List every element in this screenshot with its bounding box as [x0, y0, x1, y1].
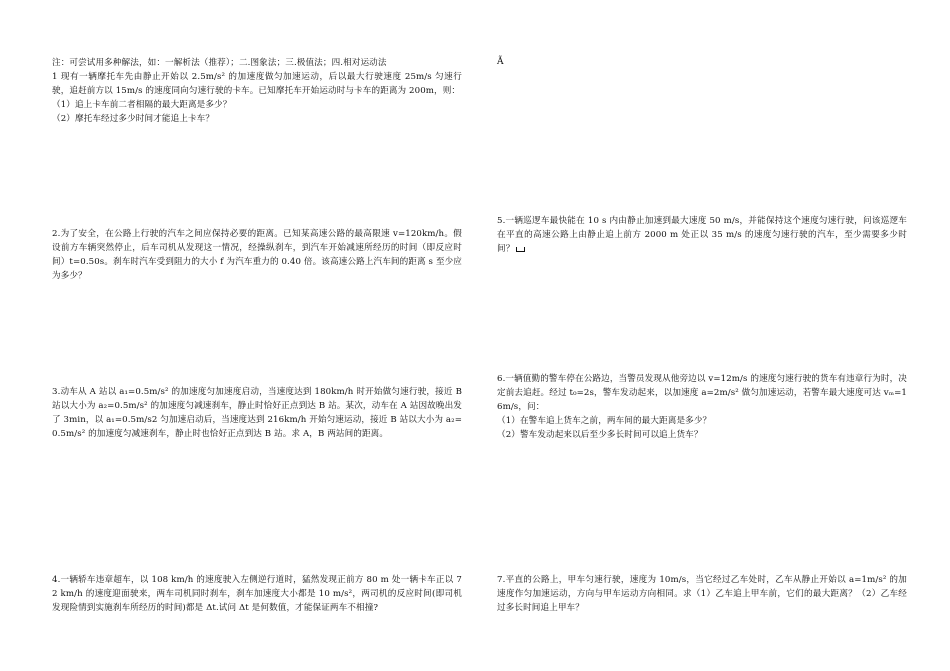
question-6-block [497, 372, 907, 442]
question-6-sub-1: （1）在警车追上货车之前，两车间的最大距离是多少？ [497, 416, 712, 426]
question-4-stem: 4.一辆轿车违章超车，以 108 km/h 的速度驶入左侧逆行道时，猛然发现正前方 80 m 处一辆卡车正以 72 km/h 的速度迎面驶来，两车司机同时刹车，刹车加速度大小都是 10 m/s²，两司机的反应时间(即司机发现险情到实施刹车所经历的时间)都是 Δt.试问 Δt 是何数值，才能保证两车不相撞? [52, 575, 462, 613]
return-mark-icon [516, 247, 525, 252]
question-5-stem: 5.一辆巡逻车最快能在 10 s 内由静止加速到最大速度 50 m/s，并能保持这个速度匀速行驶，问该巡逻车在平直的高速公路上由静止追上前方 2000 m 处正以 35 m/s 的速度匀速行驶的汽车，至少需要多少时间？ [497, 216, 907, 254]
question-1-sub-1: （1）追上卡车前二者相隔的最大距离是多少？ [52, 100, 232, 110]
question-1-sub-2: （2）摩托车经过多少时间才能追上卡车？ [52, 114, 215, 124]
question-7-block [497, 573, 907, 615]
question-4-block [52, 573, 462, 615]
question-2-stem: 2.为了安全，在公路上行驶的汽车之间应保持必要的距离。已知某高速公路的最高限速 v=120km/h。假设前方车辆突然停止，后车司机从发现这一情况，经操纵刹车，到汽车开始减速所经历的时间（即反应时间）t=0.50s。刹车时汽车受到阻力的大小 f 为汽车重力的 0.40 倍。该高速公路上汽车间的距离 s 至少应为多少？ [52, 229, 462, 281]
question-6-sub-2: （2）警车发动起来以后至少多长时间可以追上货车？ [497, 430, 703, 440]
question-6-stem: 6.一辆值勤的警车停在公路边，当警员发现从他旁边以 v=12m/s 的速度匀速行驶的货车有违章行为时，决定前去追赶。经过 t₀=2s，警车发动起来，以加速度 a=2m/s² 做匀加速运动，若警车最大速度可达 vₘ=16m/s，问： [497, 374, 907, 412]
question-3-block [52, 385, 462, 441]
question-7-stem: 7.平直的公路上，甲车匀速行驶，速度为 10m/s，当它经过乙车处时，乙车从静止开始以 a=1m/s² 的加速度作匀加速运动，方向与甲车运动方向相同。求（1）乙车追上甲车前，它们的最大距离？（2）乙车经过多长时间追上甲车？ [497, 575, 907, 613]
question-3-stem: 3.动车从 A 站以 a₁=0.5m/s² 的加速度匀加速度启动，当速度达到 180km/h 时开始做匀速行驶，接近 B 站以大小为 a₂=0.5m/s² 的加速度匀减速刹车，静止时恰好正点到达 B 站。某次，动车在 A 站因故晚出发了 3min，以 a₁=0.5m/s2 匀加速启动后，当速度达到 216km/h 开始匀速运动，接近 B 站以大小为 a₂=0.5m/s² 的加速度匀减速刹车，静止时也恰好正点到达 B 站。求 A，B 两站间的距离。 [52, 387, 462, 439]
stray-character: Ã [497, 57, 504, 67]
question-1-stem: 1 现有一辆摩托车先由静止开始以 2.5m/s² 的加速度做匀加速运动，后以最大行驶速度 25m/s 匀速行驶，追赶前方以 15m/s 的速度同向匀速行驶的卡车。已知摩托车开始运动时与卡车的距离为 200m，则： [52, 72, 462, 96]
question-1-block [52, 56, 462, 126]
method-note: 注：可尝试用多种解法，如：一解析法（推荐）；二.图象法；三.极值法；四.相对运动法 [52, 58, 387, 68]
question-2-block [52, 227, 462, 283]
question-5-block [497, 214, 907, 256]
